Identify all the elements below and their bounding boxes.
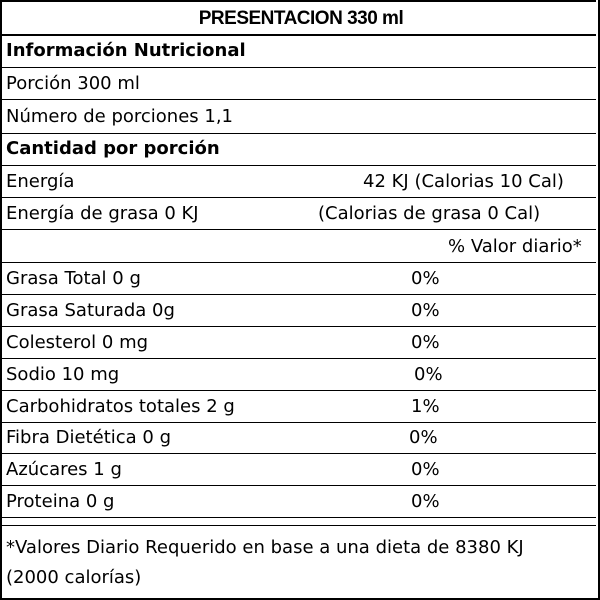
table-row [0, 486, 596, 518]
nutrient-label: Azúcares 1 g [6, 459, 122, 480]
nutrient-percent: 0% [414, 364, 443, 385]
energy-value: 42 KJ (Calorias 10 Cal) [363, 171, 564, 192]
nutrient-label: Grasa Saturada 0g [6, 300, 175, 321]
nutrient-percent: 0% [411, 268, 440, 289]
footnote-row [0, 526, 596, 598]
footnote-line-2: (2000 calorías) [6, 567, 142, 588]
servings-count: Número de porciones 1,1 [6, 106, 234, 127]
nutrient-percent: 0% [411, 332, 440, 353]
amount-per-serving: Cantidad por porción [6, 138, 220, 159]
servings-count-row [0, 100, 596, 134]
spacer-row [0, 518, 596, 526]
table-row [0, 295, 596, 327]
amount-header-row [0, 134, 596, 166]
nutrient-percent: 1% [411, 396, 440, 417]
header-row [0, 36, 596, 68]
daily-value-header-row [0, 230, 596, 263]
table-row [0, 423, 596, 454]
energy-label: Energía [6, 171, 75, 192]
fat-energy-value: (Calorias de grasa 0 Cal) [318, 203, 541, 224]
nutrient-percent: 0% [411, 300, 440, 321]
table-row [0, 327, 596, 359]
serving-size: Porción 300 ml [6, 73, 140, 94]
nutrient-percent: 0% [411, 459, 440, 480]
nutrient-label: Sodio 10 mg [6, 364, 120, 385]
nutrient-label: Proteina 0 g [6, 491, 115, 512]
table-row [0, 454, 596, 486]
table-row [0, 391, 596, 423]
nutrient-label: Carbohidratos totales 2 g [6, 396, 235, 417]
nutrient-label: Fibra Dietética 0 g [6, 427, 171, 448]
energy-row [0, 166, 596, 198]
nutrient-label: Grasa Total 0 g [6, 268, 141, 289]
nutrient-percent: 0% [409, 427, 438, 448]
footnote-line-1: *Valores Diario Requerido en base a una dieta de 8380 KJ [6, 537, 524, 558]
table-row [0, 359, 596, 391]
title-row [0, 0, 596, 36]
nutrient-label: Colesterol 0 mg [6, 332, 149, 353]
nutrition-header: Información Nutricional [6, 40, 246, 61]
serving-row [0, 68, 596, 100]
fat-energy-row [0, 198, 596, 230]
daily-value-header: % Valor diario* [448, 236, 582, 257]
table-row [0, 263, 596, 295]
nutrient-percent: 0% [411, 491, 440, 512]
fat-energy-label: Energía de grasa 0 KJ [6, 203, 199, 224]
presentation-title: PRESENTACION 330 ml [198, 8, 404, 29]
